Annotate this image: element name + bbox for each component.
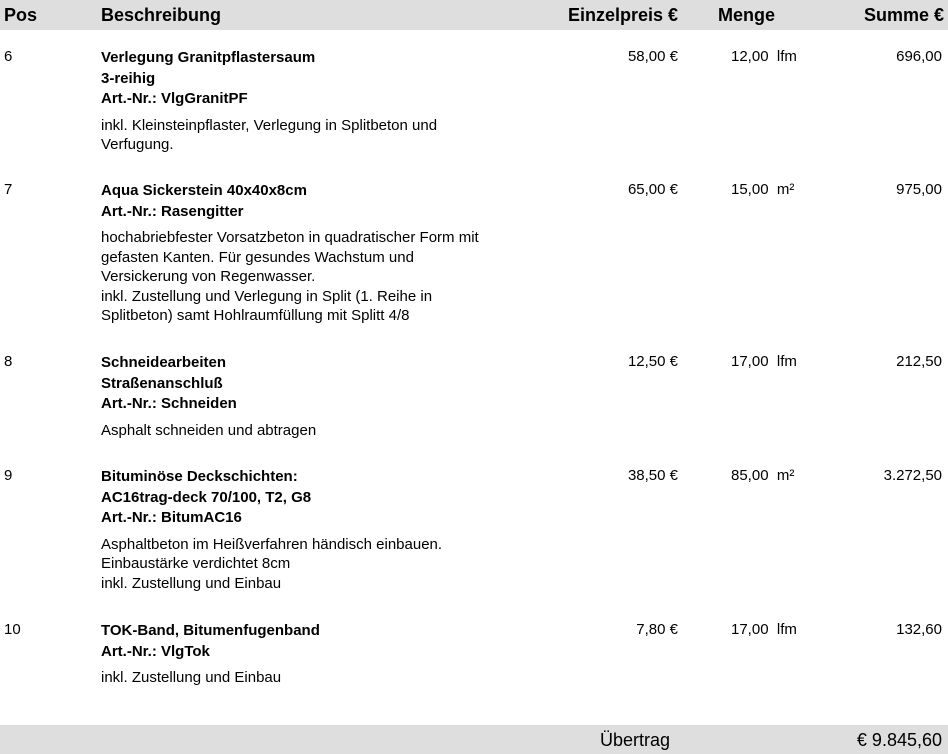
row-title: Verlegung Granitpflastersaum 3-reihig bbox=[101, 49, 316, 87]
row-article-number: Art.-Nr.: Rasengitter bbox=[101, 202, 244, 220]
row-total: 212,50 bbox=[896, 353, 942, 370]
row-quantity bbox=[731, 621, 797, 638]
row-unit-price: 38,50 € bbox=[627, 467, 678, 484]
row-unit-price: 12,50 € bbox=[627, 353, 678, 370]
row-text: inkl. Kleinsteinpflaster, Verlegung in Splitbeton und Verfugung. bbox=[101, 116, 438, 153]
row-quantity-value: 85,00 bbox=[731, 467, 769, 484]
row-text: inkl. Zustellung und Einbau bbox=[101, 669, 282, 686]
row-total: 696,00 bbox=[896, 48, 942, 65]
row-article-number: Art.-Nr.: VlgGranitPF bbox=[101, 90, 248, 107]
row-description bbox=[101, 621, 561, 688]
row-total: 975,00 bbox=[896, 181, 942, 198]
row-pos: 7 bbox=[4, 181, 13, 198]
row-quantity-unit: lfm bbox=[776, 48, 797, 65]
row-total: 132,60 bbox=[896, 621, 942, 638]
row-title: Aqua Sickerstein 40x40x8cm bbox=[101, 182, 307, 199]
header-unit-price: Einzelpreis € bbox=[567, 5, 678, 25]
row-quantity-unit: m² bbox=[776, 467, 795, 484]
header-total: Summe € bbox=[863, 5, 944, 25]
row-article-number: Art.-Nr.: Schneiden bbox=[101, 395, 237, 412]
carry-over-value: € 9.845,60 bbox=[856, 730, 942, 750]
row-unit-price: 58,00 € bbox=[627, 48, 678, 65]
row-quantity bbox=[731, 181, 794, 198]
row-text: Asphaltbeton im Heißverfahren händisch einbauen. Einbaustärke verdichtet 8cm inkl. Zustellung und Einbau bbox=[101, 535, 443, 592]
carry-over-label: Übertrag bbox=[599, 730, 670, 750]
row-title: Schneidearbeiten Straßenanschluß bbox=[101, 354, 227, 392]
row-text: hochabriebfester Vorsatzbeton in quadratischer Form mit gefasten Kanten. Für gesundes Wachstum und Versickerung von Regenwasser. inkl. Zustellung und Verlegung in Split (1. Reihe in Splitbeton) samt Hohlraumfüllung mit Splitt 4/8 bbox=[101, 229, 479, 324]
row-quantity-value: 17,00 bbox=[731, 621, 769, 638]
table-header bbox=[0, 0, 948, 30]
row-title: TOK-Band, Bitumenfugenband bbox=[101, 622, 320, 639]
row-quantity bbox=[731, 353, 797, 370]
row-text: Asphalt schneiden und abtragen bbox=[101, 421, 317, 439]
row-article-number: Art.-Nr.: VlgTok bbox=[101, 642, 210, 660]
row-quantity bbox=[731, 467, 794, 484]
row-quantity-value: 17,00 bbox=[731, 353, 769, 370]
header-pos: Pos bbox=[4, 5, 38, 25]
row-unit-price: 7,80 € bbox=[636, 621, 678, 638]
row-description bbox=[101, 353, 561, 440]
row-title: Bituminöse Deckschichten: AC16trag-deck 70/100, T2, G8 bbox=[101, 468, 312, 506]
row-quantity-unit: lfm bbox=[776, 621, 797, 638]
row-quantity-unit: lfm bbox=[776, 353, 797, 370]
header-quantity: Menge bbox=[718, 5, 776, 25]
row-article-number: Art.-Nr.: BitumAC16 bbox=[101, 509, 242, 526]
row-quantity-unit: m² bbox=[776, 181, 795, 198]
carry-over-bar bbox=[0, 725, 948, 754]
row-pos: 8 bbox=[4, 353, 13, 370]
row-pos: 6 bbox=[4, 48, 13, 65]
row-pos: 10 bbox=[4, 621, 21, 638]
header-description: Beschreibung bbox=[101, 5, 222, 25]
row-description bbox=[101, 48, 561, 155]
row-description bbox=[101, 467, 561, 593]
row-description bbox=[101, 181, 561, 326]
row-quantity-value: 15,00 bbox=[731, 181, 769, 198]
row-quantity bbox=[731, 48, 797, 65]
row-pos: 9 bbox=[4, 467, 13, 484]
row-quantity-value: 12,00 bbox=[731, 48, 769, 65]
row-unit-price: 65,00 € bbox=[627, 181, 678, 198]
row-total: 3.272,50 bbox=[883, 467, 942, 484]
